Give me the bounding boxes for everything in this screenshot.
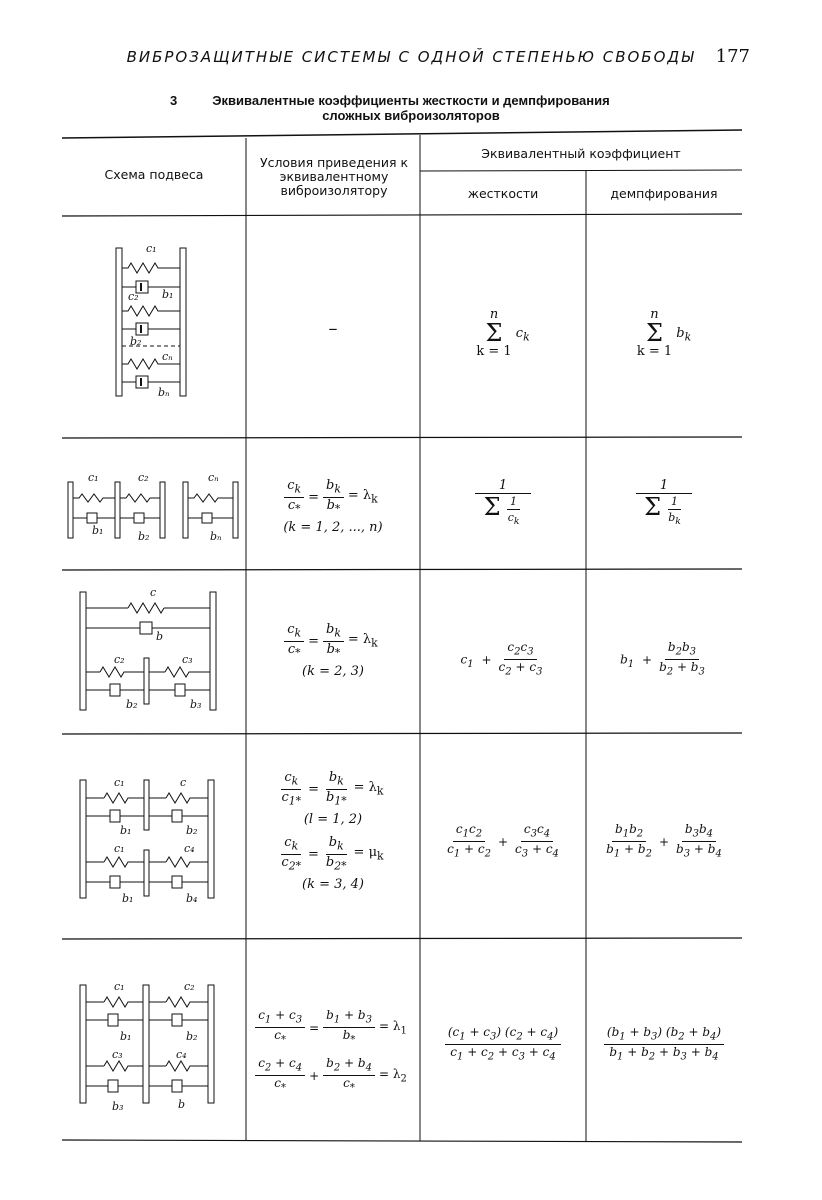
row2-stiffness: 1 Σ $\frac{1}{c_k}$ <box>420 478 586 529</box>
row4-damping: $\frac{b_1b_2}{b_1 + b_2}$ + $\frac{b_3b_4}{b_3 + b_4}$ <box>606 822 722 860</box>
label-cn: cₙ <box>162 350 173 363</box>
svg-text:c₃: c₃ <box>112 1048 123 1061</box>
svg-text:b₃: b₃ <box>112 1100 124 1113</box>
row3-condition: $\frac{c_k}{c_*}$ = $\frac{b_k}{b_*}$ = $\lambda_k$ (k = 2, 3) <box>246 622 420 679</box>
label-c2: c₂ <box>128 290 139 303</box>
row1-condition: – <box>328 318 338 339</box>
svg-text:b: b <box>178 1098 186 1111</box>
header-condition: Условия приведения к эквивалентному виброизолятору <box>259 155 409 198</box>
header-scheme: Схема подвеса <box>104 167 204 182</box>
table-title-line1: Эквивалентные коэффициенты жесткости и демпфирования <box>212 93 610 108</box>
svg-text:b₁: b₁ <box>120 1030 132 1043</box>
svg-text:b: b <box>156 630 164 643</box>
row3-range: (k = 2, 3) <box>302 664 364 680</box>
label-bn: bₙ <box>158 386 170 399</box>
svg-text:c₄: c₄ <box>176 1048 187 1061</box>
row4-condition: $\frac{c_k}{c_{1*}}$ = $\frac{b_k}{b_{1*}}$ = $\lambda_k$ (l = 1, 2) $\frac{c_k}{c_{2*}}$ = $\frac{b_k}{b_{2*}}$ = $\mu_k$ (k = 3, 4) <box>246 770 420 892</box>
table-number: 3 <box>170 93 178 108</box>
label-b1: b₁ <box>162 288 174 301</box>
header-equivalent: Эквивалентный коэффициент <box>481 146 681 161</box>
svg-text:c: c <box>180 776 187 789</box>
svg-text:cₙ: cₙ <box>208 471 219 484</box>
svg-text:c₁: c₁ <box>114 842 125 855</box>
row2-damping: 1 Σ $\frac{1}{b_k}$ <box>586 478 742 529</box>
row1-damping: n Σ k = 1 $b_k$ <box>636 307 692 359</box>
header-damping: демпфирования <box>610 186 718 201</box>
svg-text:c₂: c₂ <box>184 980 195 993</box>
scheme-mixed-2 <box>80 776 214 905</box>
label-c1: c₁ <box>146 242 157 255</box>
svg-text:b₁: b₁ <box>120 824 132 837</box>
row3-damping: $b_1$ + $\frac{b_2b_3}{b_2 + b_3}$ <box>620 640 705 678</box>
scheme-series <box>68 471 238 543</box>
row2-range: (k = 1, 2, ..., n) <box>283 520 383 536</box>
label-b2: b₂ <box>130 335 142 348</box>
row5-stiffness: $\frac{(c_1 + c_3) (c_2 + c_4)}{c_1 + c_2 + c_3 + c_4}$ <box>420 1025 586 1065</box>
page-number: 177 <box>715 46 750 67</box>
row1-stiffness: n Σ k = 1 $c_k$ <box>476 307 530 359</box>
row3-stiffness: $c_1$ + $\frac{c_2c_3}{c_2 + c_3}$ <box>460 640 543 678</box>
svg-text:c₂: c₂ <box>138 471 149 484</box>
svg-text:b₂: b₂ <box>186 1030 198 1043</box>
scheme-parallel <box>116 242 186 399</box>
row2-condition: $\frac{c_k}{c_*}$ = $\frac{b_k}{b_*}$ = $\lambda_k$ (k = 1, 2, ..., n) <box>246 478 420 535</box>
svg-text:c: c <box>150 586 157 599</box>
row4-stiffness: $\frac{c_1c_2}{c_1 + c_2}$ + $\frac{c_3c_4}{c_3 + c_4}$ <box>447 822 559 860</box>
row4-range2: (k = 3, 4) <box>302 877 364 893</box>
svg-text:c₂: c₂ <box>114 653 125 666</box>
row4-range1: (l = 1, 2) <box>303 812 363 828</box>
svg-text:c₁: c₁ <box>114 776 125 789</box>
header-stiffness: жесткости <box>467 186 539 201</box>
svg-text:c₁: c₁ <box>114 980 125 993</box>
running-head: ВИБРОЗАЩИТНЫЕ СИСТЕМЫ С ОДНОЙ СТЕПЕНЬЮ СВОБОДЫ <box>126 48 696 66</box>
row5-damping: $\frac{(b_1 + b_3) (b_2 + b_4)}{b_1 + b_2 + b_3 + b_4}$ <box>586 1025 742 1065</box>
svg-text:c₄: c₄ <box>184 842 195 855</box>
svg-text:b₂: b₂ <box>138 530 150 543</box>
svg-text:c₃: c₃ <box>182 653 193 666</box>
scheme-mixed-1 <box>80 586 216 711</box>
svg-text:b₃: b₃ <box>190 698 202 711</box>
svg-text:b₁: b₁ <box>92 524 104 537</box>
svg-text:bₙ: bₙ <box>210 530 222 543</box>
table-title-line2: сложных виброизоляторов <box>322 108 500 123</box>
svg-text:b₁: b₁ <box>122 892 134 905</box>
svg-text:b₄: b₄ <box>186 892 198 905</box>
row5-condition: $\frac{c_1 + c_3}{c_*}$ = $\frac{b_1 + b_3}{b_*}$ = $\lambda_1$ $\frac{c_2 + c_4}{c_*}$ + $\frac{b_2 + b_4}{c_*}$ = $\lambda_2$ <box>246 1008 420 1096</box>
svg-text:b₂: b₂ <box>126 698 138 711</box>
svg-text:c₁: c₁ <box>88 471 99 484</box>
svg-text:b₂: b₂ <box>186 824 198 837</box>
scheme-mixed-3 <box>80 980 214 1113</box>
